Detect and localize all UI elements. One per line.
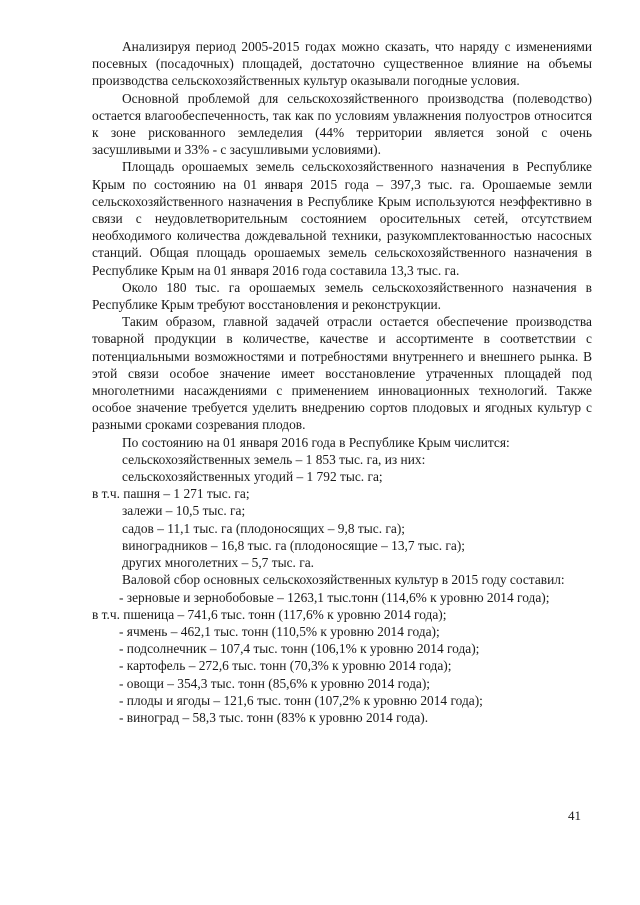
harvest-item: - плоды и ягоды – 121,6 тыс. тонн (107,2% к уровню 2014 года); [119,692,483,708]
harvest-item: - картофель – 272,6 тыс. тонн (70,3% к уровню 2014 года); [119,658,452,674]
land-other-perennial: других многолетних – 5,7 тыс. га. [122,555,314,571]
harvest-intro: Валовой сбор основных сельскохозяйственных культур в 2015 году составил: [122,572,565,588]
page-number: 41 [568,808,581,823]
paragraph-restoration: Около 180 тыс. га орошаемых земель сельскохозяйственного назначения в Республике Крым требуют восстановления и реконструкции. [92,279,592,313]
paragraph-main-task: Таким образом, главной задачей отрасли остается обеспечение производства товарной продукции в количестве, качестве и ассортименте в соответствии с потенциальными возможностями и потребностями внутреннего и внешнего рынка. В этой связи особое значение имеет восстановление утраченных площадей под многолетними насаждениями с применением инновационных технологий. Также особое значение требуется уделить внедрению сортов плодовых и ягодных культур с разными сроками созревания плодов. [92,314,592,433]
harvest-item: - ячмень – 462,1 тыс. тонн (110,5% к уровню 2014 года); [119,623,440,639]
land-agri-land: сельскохозяйственных земель – 1 853 тыс. га, из них: [122,451,426,467]
land-vineyards: виноградников – 16,8 тыс. га (плодоносящие – 13,7 тыс. га); [122,537,466,553]
harvest-item: в т.ч. пшеница – 741,6 тыс. тонн (117,6% к уровню 2014 года); [92,606,447,622]
paragraph-irrigated-land: Площадь орошаемых земель сельскохозяйственного назначения в Республике Крым по состоянию на 01 января 2015 года – 397,3 тыс. га. Орошаемые земли сельскохозяйственного назначения в Республике Крым используются неэффективно в связи с неудовлетворительным состоянием оросительных сетей, отсутствием необходимого количества дождевальной техники, разукомплектованностью насосных станций. Общая площадь орошаемых земель сельскохозяйственного назначения в Республике Крым на 01 января 2016 года составила 13,3 тыс. га. [92,159,592,278]
harvest-item: - подсолнечник – 107,4 тыс. тонн (106,1% к уровню 2014 года); [119,641,480,657]
land-arable: в т.ч. пашня – 1 271 тыс. га; [92,486,250,502]
land-intro: По состоянию на 01 января 2016 года в Республике Крым числится: [122,434,510,450]
land-gardens: садов – 11,1 тыс. га (плодоносящих – 9,8 тыс. га); [122,520,406,536]
paragraph-weather: Анализируя период 2005-2015 годах можно сказать, что наряду с изменениями посевных (посадочных) площадей, достаточно существенное влияние на объемы производства сельскохозяйственных культур оказывали погодные условия. [92,39,592,89]
land-fallow: залежи – 10,5 тыс. га; [122,503,246,519]
paragraph-water-supply: Основной проблемой для сельскохозяйственного производства (полеводство) остается влагообеспеченность, так как по условиям увлажнения полуостров относится к зоне рискованного земледелия (44% территории является зоной с очень засушливыми и 33% - с засушливыми условиями). [92,90,592,158]
harvest-item: - виноград – 58,3 тыс. тонн (83% к уровню 2014 года). [119,709,429,725]
land-agri-areas: сельскохозяйственных угодий – 1 792 тыс. га; [122,469,383,485]
harvest-item: - зерновые и зернобобовые – 1263,1 тыс.тонн (114,6% к уровню 2014 года); [119,589,550,605]
harvest-item: - овощи – 354,3 тыс. тонн (85,6% к уровню 2014 года); [119,675,431,691]
document-page [92,38,592,726]
